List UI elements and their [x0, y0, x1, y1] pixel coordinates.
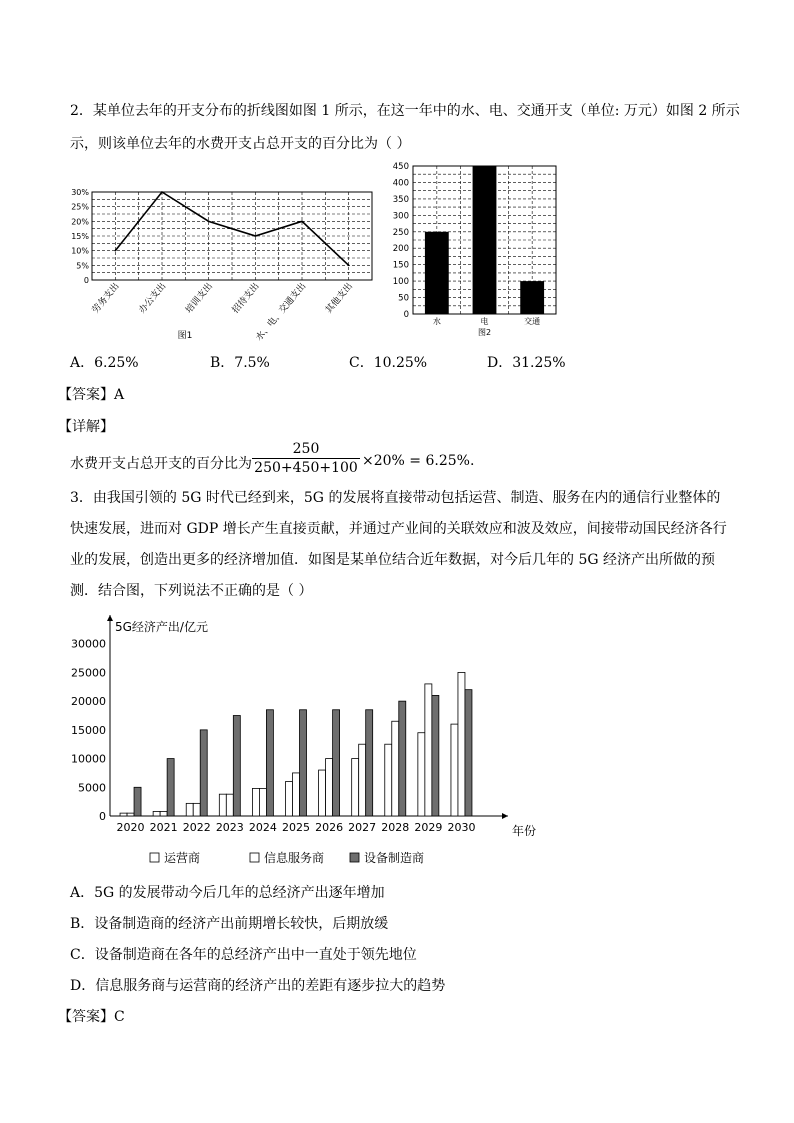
y-tick-label: 100: [392, 277, 409, 288]
y-tick-label: 0: [83, 276, 89, 285]
x-tick-label: 电: [480, 317, 489, 326]
y-tick-label: 15%: [71, 232, 89, 241]
fraction-denominator: 250+450+100: [254, 460, 358, 476]
data-point: [348, 265, 350, 267]
bar-operator: [286, 782, 293, 816]
q3-option-d: D．信息服务商与运营商的经济产出的差距有逐步拉大的趋势: [70, 978, 446, 994]
data-point: [115, 250, 117, 252]
bar-operator: [153, 811, 160, 816]
bar-operator: [252, 788, 259, 816]
x-tick-label: 2028: [381, 821, 410, 834]
y-tick-label: 15000: [71, 723, 106, 737]
x-tick-label: 2027: [348, 821, 377, 834]
y-tick-label: 400: [392, 178, 409, 189]
x-tick-label: 2024: [248, 821, 277, 834]
data-point: [208, 221, 210, 223]
y-tick-label: 350: [392, 194, 409, 205]
x-tick-label: 2025: [282, 821, 310, 834]
x-tick-label: 2029: [414, 821, 443, 834]
x-tick-label: 培训支出: [184, 281, 215, 316]
q2-stem-line1: 2．某单位去年的开支分布的折线图如图 1 所示，在这一年中的水、电、交通开支（单位: 万元）如图 2 所示: [70, 103, 740, 119]
bar-info-service: [259, 788, 266, 816]
y-axis-label: 5G经济产出/亿元: [115, 620, 208, 634]
bar-info-service: [127, 813, 134, 816]
q3-stem-line4: 测．结合图，下列说法不正确的是（ ）: [70, 583, 313, 599]
figure1-line-chart: [60, 180, 390, 345]
x-tick-label: 其他支出: [324, 281, 355, 316]
x-tick-label: 水: [432, 317, 441, 326]
y-tick-label: 0: [99, 810, 106, 823]
y-tick-label: 20000: [71, 695, 106, 709]
x-tick-label: 交通: [524, 317, 541, 326]
q2-detail-suffix: ×20% = 6.25%.: [362, 453, 475, 469]
x-tick-label: 水、电、交通支出: [254, 281, 309, 344]
y-tick-label: 200: [392, 244, 409, 255]
y-tick-label: 450: [392, 162, 409, 172]
q3-stem-line1: 3．由我国引领的 5G 时代已经到来，5G 的发展将直接带动包括运营、制造、服务在内的通信行业整体的: [70, 490, 721, 506]
x-axis-arrow: [502, 813, 508, 819]
y-tick-label: 250: [392, 227, 409, 238]
q2-detail-label: 【详解】: [58, 419, 114, 435]
legend-operator-swatch: [150, 853, 159, 862]
bar-operator: [451, 724, 458, 816]
x-tick-label: 2023: [215, 821, 244, 834]
y-tick-label: 5%: [76, 261, 89, 271]
q2-detail-prefix: 水费开支占总开支的百分比为: [70, 456, 252, 472]
bar-equipment: [366, 710, 373, 816]
figure2-bar-chart: [383, 158, 563, 343]
bar-equipment: [266, 710, 273, 816]
y-tick-label: 300: [392, 211, 409, 222]
bar-info-service: [425, 684, 432, 816]
q2-option-a: A．6.25%: [70, 355, 139, 371]
y-tick-label: 10000: [71, 752, 106, 766]
legend-equipment-label: 设备制造商: [364, 851, 425, 865]
q3-answer: 【答案】C: [58, 1009, 125, 1025]
bar-info-service: [326, 759, 333, 816]
y-tick-label: 25%: [71, 202, 89, 212]
bar-info-service: [226, 794, 233, 816]
data-point: [301, 221, 303, 223]
q3-stem-line3: 业的发展，创造出更多的经济增加值．如图是某单位结合近年数据，对今后几年的 5G 经济产出所做的预: [70, 552, 715, 568]
q2-option-c: C．10.25%: [349, 355, 428, 371]
q3-option-c: C．设备制造商在各年的总经济产出中一直处于领先地位: [70, 947, 417, 963]
q2-option-d: D．31.25%: [487, 355, 566, 371]
bar-equipment: [399, 701, 406, 816]
legend-operator-label: 运营商: [164, 851, 201, 865]
x-tick-label: 劳务支出: [90, 281, 122, 316]
bar-equipment: [432, 695, 439, 816]
bar-operator: [120, 813, 127, 816]
y-tick-label: 25000: [71, 666, 106, 680]
x-tick-label: 2026: [315, 821, 344, 834]
bar-equipment: [300, 710, 307, 816]
y-tick-label: 50: [398, 293, 409, 304]
x-tick-label: 2020: [116, 821, 145, 834]
bar-equipment: [134, 787, 141, 816]
data-point: [161, 191, 163, 193]
bar-equipment: [233, 716, 240, 817]
q3-stem-line2: 快速发展，进而对 GDP 增长产生直接贡献，并通过产业间的关联效应和波及效应，间接带动国民经济各行: [70, 521, 727, 537]
bar: [425, 232, 449, 314]
bar-operator: [418, 733, 425, 816]
x-tick-label: 2021: [149, 821, 178, 834]
y-tick-label: 20%: [71, 217, 89, 227]
fraction-numerator: 250: [292, 441, 320, 457]
bar-info-service: [293, 773, 300, 816]
legend-info-service-label: 信息服务商: [264, 851, 325, 865]
y-tick-label: 150: [392, 260, 409, 271]
x-axis-label: 年份: [512, 824, 537, 838]
bar: [520, 281, 544, 314]
y-tick-label: 30000: [71, 637, 106, 651]
bar-info-service: [193, 803, 200, 816]
bar-info-service: [160, 811, 167, 816]
q2-stem-line2: 示，则该单位去年的水费开支占总开支的百分比为（ ）: [70, 136, 411, 152]
bar-equipment: [200, 730, 207, 816]
q3-option-b: B．设备制造商的经济产出前期增长较快，后期放缓: [70, 916, 389, 932]
x-tick-label: 办公支出: [137, 281, 169, 316]
q3-option-a: A．5G 的发展带动今后几年的总经济产出逐年增加: [70, 885, 385, 901]
x-tick-label: 2030: [447, 821, 476, 834]
bar: [473, 166, 497, 314]
5g-output-bar-chart: [70, 605, 537, 875]
bar-operator: [186, 803, 193, 816]
bar-operator: [352, 759, 359, 816]
bar-equipment: [333, 710, 340, 816]
bar-operator: [319, 770, 326, 816]
bar-info-service: [392, 721, 399, 816]
y-tick-label: 30%: [71, 188, 89, 197]
bar-operator: [385, 744, 392, 816]
x-tick-label: 招待支出: [230, 281, 262, 316]
y-tick-label: 10%: [71, 246, 89, 256]
q2-answer: 【答案】A: [58, 387, 125, 403]
q2-option-b: B．7.5%: [210, 355, 270, 371]
bar-equipment: [167, 759, 174, 816]
legend-equipment-swatch: [350, 853, 359, 862]
y-tick-label: 5000: [78, 781, 106, 795]
bar-info-service: [458, 672, 465, 816]
figure-caption: 图1: [177, 331, 193, 341]
x-tick-label: 2022: [182, 821, 211, 834]
legend-info-service-swatch: [250, 853, 259, 862]
data-point: [255, 235, 257, 237]
bar-equipment: [465, 690, 472, 816]
y-axis-arrow: [107, 615, 113, 621]
y-tick-label: 0: [403, 310, 409, 320]
bar-info-service: [359, 744, 366, 816]
figure-caption: 图2: [477, 328, 492, 337]
q2-fraction: [252, 440, 360, 477]
bar-operator: [219, 794, 226, 816]
